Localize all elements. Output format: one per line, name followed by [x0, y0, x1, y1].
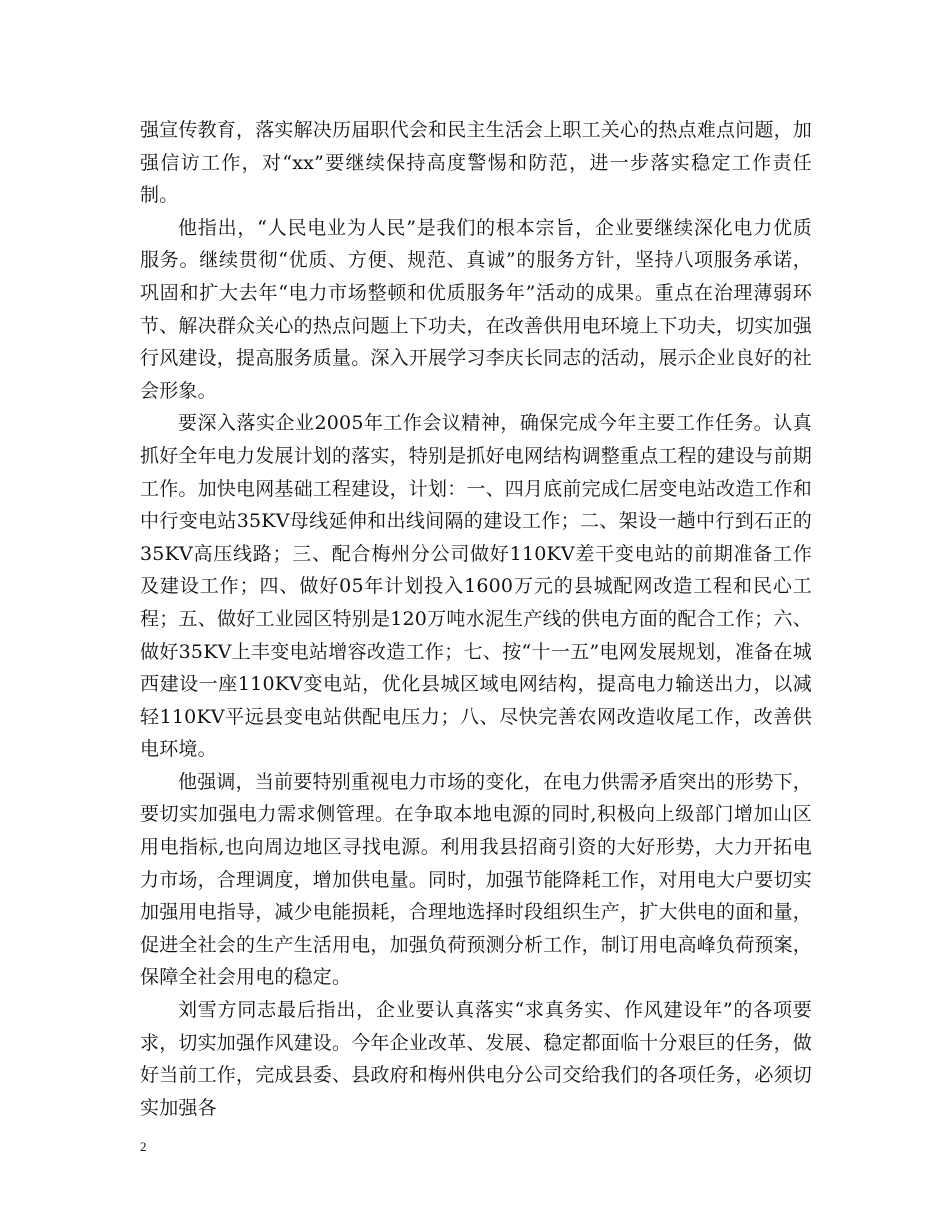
paragraph-demand-management: 他强调，当前要特别重视电力市场的变化，在电力供需矛盾突出的形势下，要切实加强电力需求侧管理。在争取本地电源的同时,积极向上级部门增加山区用电指标,也向周边地区寻找电源。利用我县招商引资的大好形势，大力开拓电力市场，合理调度，增加供电量。同时，加强节能降耗工作，对用电大户要切实加强用电指导，减少电能损耗，合理地选择时段组织生产，扩大供电的面和量，促进全社会的生产生活用电，加强负荷预测分析工作，制订用电高峰负荷预案，保障全社会用电的稳定。 — [140, 770, 813, 989]
paragraph-work-plan: 要深入落实企业2005年工作会议精神，确保完成今年主要工作任务。认真抓好全年电力发展计划的落实，特别是抓好电网结构调整重点工程的建设与前期工作。加快电网基础工程建设，计划：一、四月底前完成仁居变电站改造工作和中行变电站35KV母线延伸和出线间隔的建设工作；二、架设一趟中行到石正的35KV高压线路；三、配合梅州分公司做好110KV差干变电站的前期准备工作及建设工作；四、做好05年计划投入1600万元的县城配网改造工程和民心工程；五、做好工业园区特别是120万吨水泥生产线的供电方面的配合工作；六、做好35KV上丰变电站增容改造工作；七、按“十一五”电网发展规划，准备在城西建设一座110KV变电站，优化县城区域电网结构，提高电力输送出力，以减轻110KV平远县变电站供配电压力；八、尽快完善农网改造收尾工作，改善供电环境。 — [140, 412, 813, 761]
paragraph-service: 他指出，“人民电业为人民”是我们的根本宗旨，企业要继续深化电力优质服务。继续贯彻“优质、方便、规范、真诚”的服务方针，坚持八项服务承诺，巩固和扩大去年“电力市场整顿和优质服务年”活动的成果。重点在治理薄弱环节、解决群众关心的热点问题上下功夫，在改善供用电环境上下功夫，切实加强行风建设，提高服务质量。深入开展学习李庆长同志的活动，展示企业良好的社会形象。 — [140, 216, 813, 402]
paragraph-conclusion: 刘雪方同志最后指出，企业要认真落实“求真务实、作风建设年”的各项要求，切实加强作风建设。今年企业改革、发展、稳定都面临十分艰巨的任务，做好当前工作，完成县委、县政府和梅州供电分公司交给我们的各项任务，必须切实加强各 — [140, 999, 813, 1119]
page-number: 2 — [140, 1139, 147, 1154]
paragraph-continuation: 强宣传教育，落实解决历届职代会和民主生活会上职工关心的热点难点问题，加强信访工作，对“xx”要继续保持高度警惕和防范，进一步落实稳定工作责任制。 — [140, 119, 813, 207]
body-text — [140, 114, 812, 1124]
